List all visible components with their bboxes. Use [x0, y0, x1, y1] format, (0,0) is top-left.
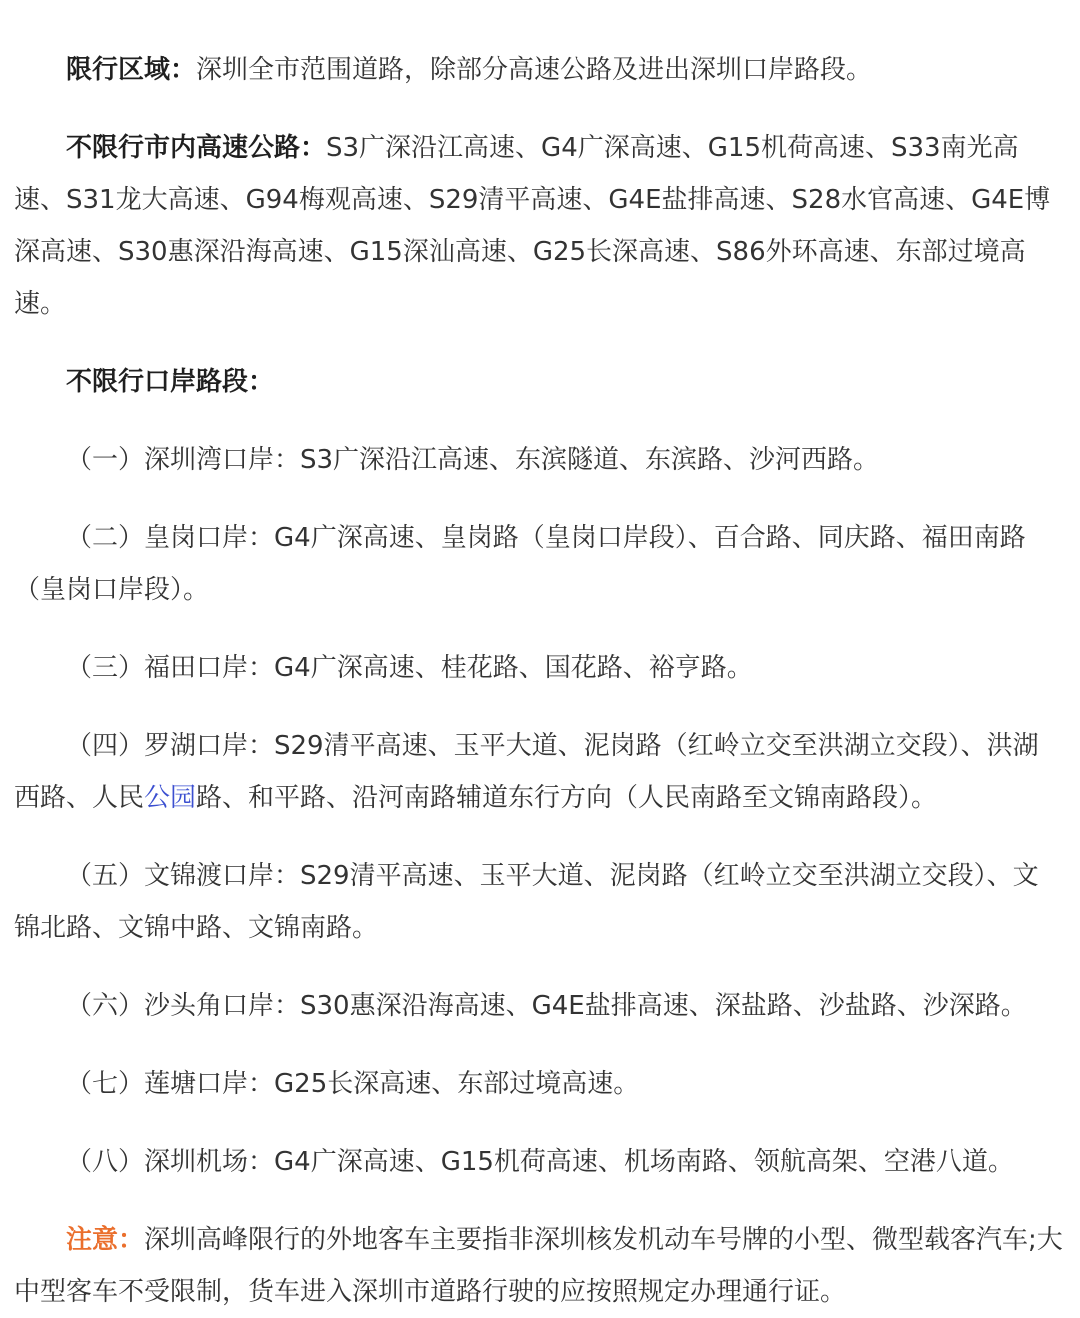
port-item-text: （一）深圳湾口岸：S3广深沿江高速、东滨隧道、东滨路、沙河西路。	[66, 445, 880, 475]
port-item-text-before: （四）罗湖口岸：S29清平高速、玉平大道、泥岗路（红岭立交至洪湖立交段）、洪湖西路、人民	[14, 731, 1039, 813]
port-item	[14, 1058, 1064, 1110]
port-item	[14, 720, 1064, 824]
note-text: 深圳高峰限行的外地客车主要指非深圳核发机动车号牌的小型、微型载客汽车;大中型客车不受限制，货车进入深圳市道路行驶的应按照规定办理通行证。	[14, 1225, 1063, 1307]
port-item-text: （六）沙头角口岸：S30惠深沿海高速、G4E盐排高速、深盐路、沙盐路、沙深路。	[66, 991, 1027, 1021]
port-item-text: （七）莲塘口岸：G25长深高速、东部过境高速。	[66, 1069, 640, 1099]
restricted-area-text: 深圳全市范围道路，除部分高速公路及进出深圳口岸路段。	[196, 55, 873, 85]
port-item	[14, 980, 1064, 1032]
port-item-text: （五）文锦渡口岸：S29清平高速、玉平大道、泥岗路（红岭立交至洪湖立交段）、文锦北路、文锦中路、文锦南路。	[14, 861, 1039, 943]
port-item	[14, 434, 1064, 486]
note-paragraph	[14, 1214, 1064, 1318]
port-item	[14, 512, 1064, 616]
port-item	[14, 1136, 1064, 1188]
unrestricted-ports-label: 不限行口岸路段：	[66, 367, 275, 397]
port-item-text: （八）深圳机场：G4广深高速、G15机荷高速、机场南路、领航高架、空港八道。	[66, 1147, 1014, 1177]
port-item-text-after: 路、和平路、沿河南路辅道东行方向（人民南路至文锦南路段）。	[196, 783, 938, 813]
note-label: 注意：	[66, 1225, 145, 1255]
unrestricted-ports-heading	[14, 356, 1064, 408]
port-item-text: （二）皇岗口岸：G4广深高速、皇岗路（皇岗口岸段）、百合路、同庆路、福田南路（皇岗口岸段）。	[14, 523, 1026, 605]
port-item	[14, 850, 1064, 954]
port-item-text: （三）福田口岸：G4广深高速、桂花路、国花路、裕亨路。	[66, 653, 753, 683]
restricted-area-label: 限行区域：	[66, 55, 197, 85]
unrestricted-highways-label: 不限行市内高速公路：	[66, 133, 327, 163]
unrestricted-highways-text: S3广深沿江高速、G4广深高速、G15机荷高速、S33南光高速、S31龙大高速、G94梅观高速、S29清平高速、G4E盐排高速、S28水官高速、G4E博深高速、S30惠深沿海高速、G15深汕高速、G25长深高速、S86外环高速、东部过境高速。	[14, 133, 1051, 319]
port-item	[14, 642, 1064, 694]
restricted-area-paragraph	[14, 44, 1064, 96]
unrestricted-highways-paragraph	[14, 122, 1064, 330]
park-link[interactable]: 公园	[144, 783, 197, 813]
